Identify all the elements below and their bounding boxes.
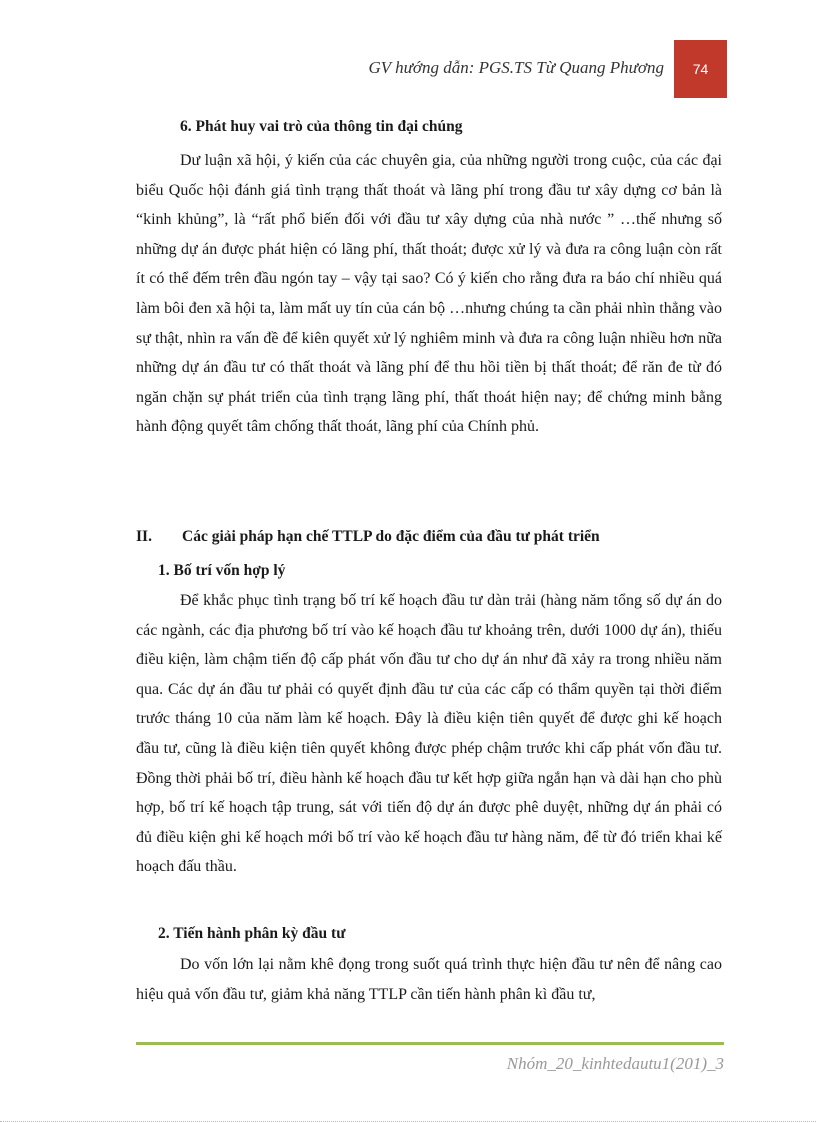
section-6-paragraph: Dư luận xã hội, ý kiến của các chuyên gia, của những người trong cuộc, của các đại biểu Quốc hội đánh giá tình trạng thất thoát và lãng phí trong đầu tư xây dựng cơ bản là “kinh khủng”, là “rất phổ biến đối với đầu tư xây dựng của nhà nước ” …thế nhưng số những dự án được phát hiện có lãng phí, thất thoát; được xử lý và đưa ra công luận còn rất ít có thể đếm trên đầu ngón tay – vậy tại sao? Có ý kiến cho rằng đưa ra báo chí nhiều quá làm bôi đen xã hội ta, làm mất uy tín của cán bộ …nhưng chúng ta cần phải nhìn thẳng vào sự thật, nhìn ra vấn đề để kiên quyết xử lý nghiêm minh và đưa ra công luận nhiều hơn nữa những dự án đầu tư có thất thoát và lãng phí để thu hồi tiền bị thất thoát; để răn đe từ đó ngăn chặn sự phát triển của tình trạng lãng phí, thất thoát hiện nay; để chứng minh bằng hành động quyết tâm chống thất thoát, lãng phí của Chính phủ.	[136, 152, 722, 436]
section-6-body	[136, 146, 722, 442]
subsection-2-paragraph: Do vốn lớn lại nằm khê đọng trong suốt quá trình thực hiện đầu tư nên để nâng cao hiệu quả vốn đầu tư, giảm khả năng TTLP cần tiến hành phân kì đầu tư,	[136, 956, 722, 1003]
section-ii-heading: Các giải pháp hạn chế TTLP do đặc điểm của đầu tư phát triển	[182, 528, 600, 545]
page-number-badge: 74	[674, 40, 727, 98]
subsection-1-body	[136, 586, 722, 882]
section-ii-number: II.	[136, 528, 152, 545]
subsection-1-paragraph: Để khắc phục tình trạng bố trí kế hoạch đầu tư dàn trải (hàng năm tổng số dự án do các ngành, các địa phương bố trí vào kế hoạch đầu tư khoảng trên, dưới 1000 dự án), thiếu điều kiện, làm chậm tiến độ cấp phát vốn đầu tư cho dự án như đã xảy ra trong nhiều năm qua. Các dự án đầu tư phải có quyết định đầu tư của các cấp có thẩm quyền tại thời điểm trước tháng 10 của năm làm kế hoạch. Đây là điều kiện tiên quyết để được ghi kế hoạch đầu tư, cũng là điều kiện tiên quyết không được phép chậm trước khi cấp phát vốn đầu tư. Đồng thời phải bố trí, điều hành kế hoạch đầu tư kết hợp giữa ngắn hạn và dài hạn cho phù hợp, bố trí kế hoạch tập trung, sát với tiến độ dự án được phê duyệt, những dự án phải có đủ điều kiện ghi kế hoạch mới bố trí vào kế hoạch đầu tư hàng năm, để từ đó triển khai kế hoạch đấu thầu.	[136, 592, 722, 876]
subsection-2-heading: 2. Tiến hành phân kỳ đầu tư	[158, 925, 346, 942]
page-bottom-divider	[0, 1121, 816, 1122]
footer-group-label: Nhóm_20_kinhtedautu1(201)_3	[506, 1054, 724, 1073]
section-6-heading: 6. Phát huy vai trò của thông tin đại chúng	[180, 118, 463, 135]
subsection-1-heading: 1. Bố trí vốn hợp lý	[158, 562, 286, 579]
footer-rule	[136, 1042, 724, 1045]
subsection-2-body	[136, 950, 722, 1009]
header-advisor: GV hướng dẫn: PGS.TS Từ Quang Phương	[368, 58, 664, 77]
